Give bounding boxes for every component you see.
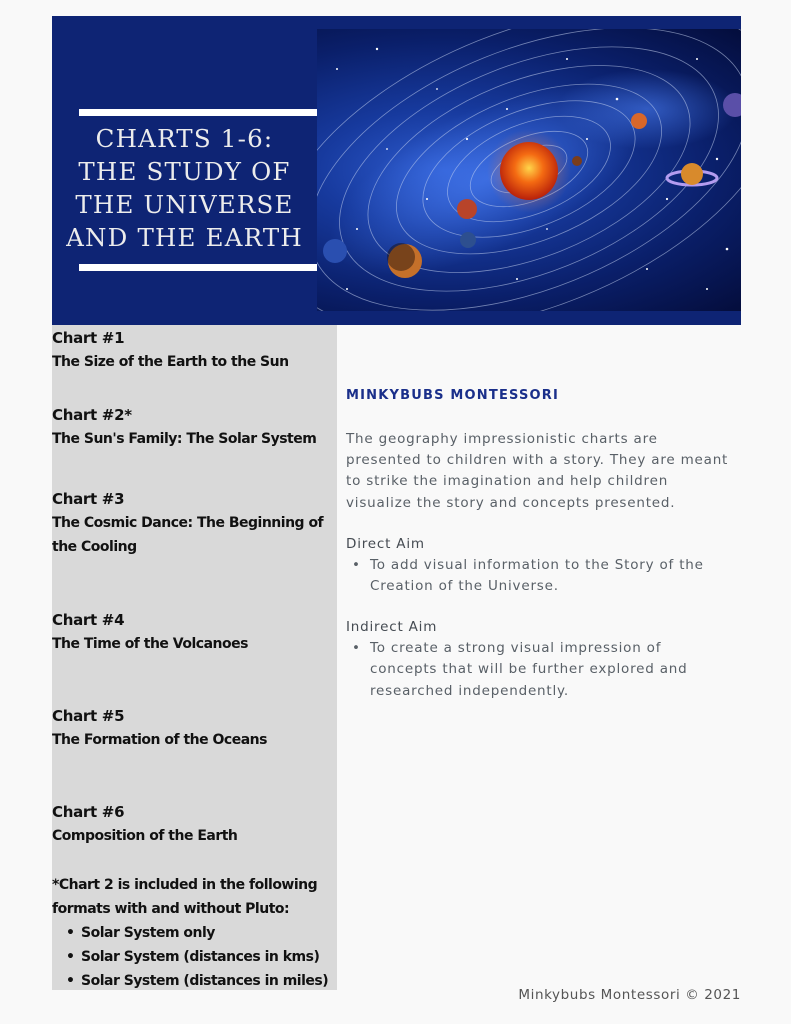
format-item: • Solar System (distances in miles) bbox=[66, 969, 337, 993]
title-line-1: CHARTS 1-6: bbox=[95, 124, 274, 153]
chart-item-3 bbox=[52, 487, 337, 559]
solar-system-illustration-icon bbox=[317, 29, 741, 311]
chart-number: Chart #1 bbox=[52, 329, 125, 347]
chart-name: The Sun's Family: The Solar System bbox=[52, 431, 317, 447]
chart-item-6 bbox=[52, 800, 337, 848]
intro-paragraph: The geography impressionistic charts are presented to children with a story. They are meant to strike the imagination and help children visualize the story and concepts presented. bbox=[346, 431, 729, 511]
solar-system-image bbox=[317, 29, 741, 311]
chart-item-5 bbox=[52, 704, 337, 752]
format-item: • Solar System (distances in kms) bbox=[66, 945, 337, 969]
direct-aim-list bbox=[346, 555, 746, 597]
indirect-aim-heading: Indirect Aim bbox=[346, 619, 438, 636]
description-column bbox=[346, 388, 746, 702]
indirect-aim-item: • To create a strong visual impression of concepts that will be further explored and researched independently. bbox=[346, 638, 731, 702]
title-line-3: THE UNIVERSE bbox=[75, 190, 294, 219]
chart-2-format-note bbox=[52, 873, 337, 993]
page-title bbox=[52, 122, 317, 254]
chart-number: Chart #3 bbox=[52, 490, 125, 508]
title-rule-top bbox=[79, 109, 317, 116]
chart-number: Chart #6 bbox=[52, 803, 125, 821]
title-line-2: THE STUDY OF bbox=[78, 157, 291, 186]
note-text: *Chart 2 is included in the following formats with and without Pluto: bbox=[52, 877, 318, 917]
title-line-4: AND THE EARTH bbox=[66, 223, 303, 252]
chart-name: The Size of the Earth to the Sun bbox=[52, 354, 289, 370]
chart-item-4 bbox=[52, 608, 337, 656]
format-item: • Solar System only bbox=[66, 921, 337, 945]
header-banner bbox=[52, 16, 741, 325]
copyright-footer: Minkybubs Montessori © 2021 bbox=[518, 987, 741, 1003]
chart-number: Chart #2* bbox=[52, 406, 132, 424]
brand-heading: MINKYBUBS MONTESSORI bbox=[346, 388, 560, 403]
chart-name: The Formation of the Oceans bbox=[52, 732, 267, 748]
chart-name: The Cosmic Dance: The Beginning of the Cooling bbox=[52, 515, 324, 555]
format-list bbox=[66, 921, 337, 993]
chart-name: Composition of the Earth bbox=[52, 828, 238, 844]
banner-title-block bbox=[52, 16, 317, 325]
chart-number: Chart #5 bbox=[52, 707, 125, 725]
chart-item-2 bbox=[52, 403, 337, 451]
chart-name: The Time of the Volcanoes bbox=[52, 636, 248, 652]
direct-aim-heading: Direct Aim bbox=[346, 535, 425, 552]
direct-aim-item: • To add visual information to the Story of the Creation of the Universe. bbox=[346, 555, 738, 597]
chart-item-1 bbox=[52, 326, 337, 374]
title-rule-bottom bbox=[79, 264, 317, 271]
indirect-aim-list bbox=[346, 638, 746, 702]
chart-list-panel bbox=[52, 325, 337, 990]
chart-number: Chart #4 bbox=[52, 611, 125, 629]
